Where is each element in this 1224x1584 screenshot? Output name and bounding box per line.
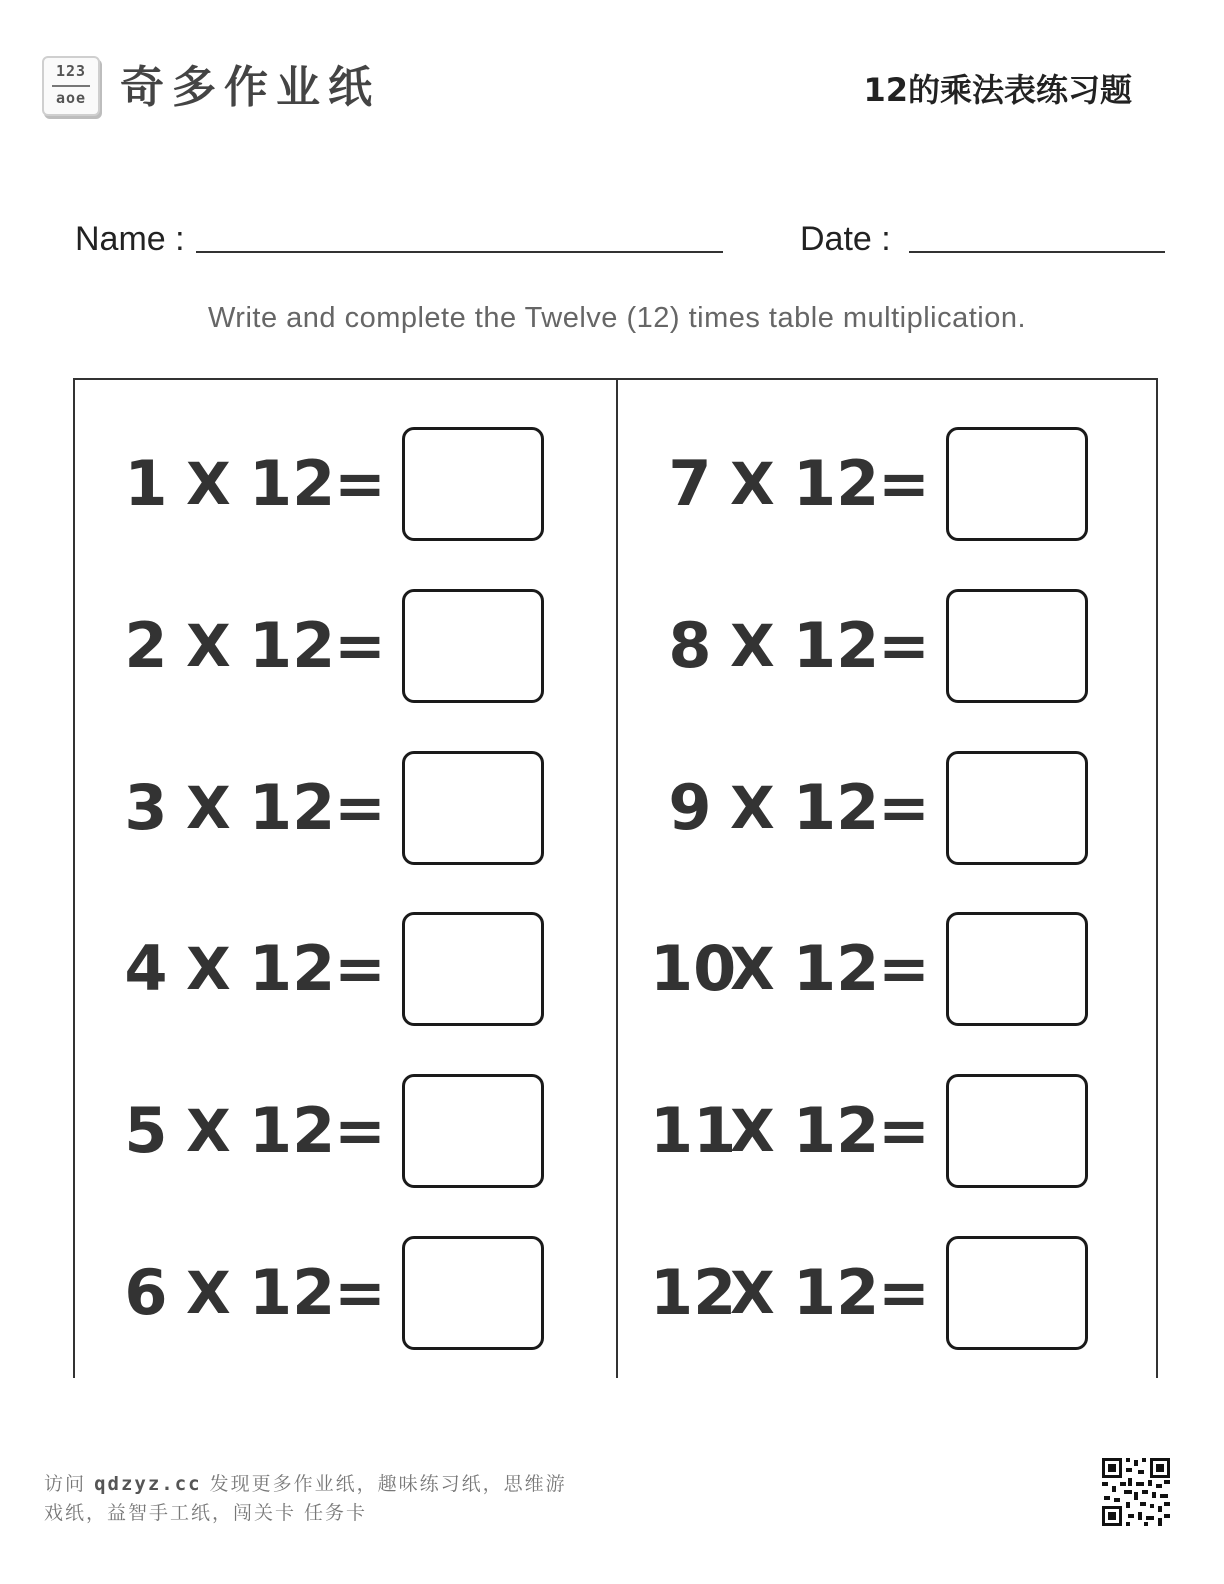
equals-sign: = [334, 447, 386, 520]
instruction-text: Write and complete the Twelve (12) times table multiplication. [207, 302, 1027, 334]
equals-sign: = [878, 771, 930, 844]
date-label: Date : [800, 220, 891, 258]
answer-box[interactable] [946, 589, 1088, 703]
footer-prefix: 访问 [44, 1473, 87, 1495]
footer-line1-rest: 发现更多作业纸，趣味练习纸，思维游 [209, 1473, 567, 1495]
date-field-line[interactable] [909, 251, 1165, 253]
multiplicand: 7 [668, 447, 712, 520]
multiplicand: 8 [668, 609, 712, 682]
times-sign: X [186, 450, 231, 518]
times-sign: X [186, 612, 231, 680]
multiplicand: 9 [668, 771, 712, 844]
answer-box[interactable] [946, 751, 1088, 865]
multiplier: 12 [249, 609, 336, 682]
name-field-line[interactable] [196, 251, 723, 253]
logo-icon [42, 56, 100, 116]
times-sign: X [730, 1259, 775, 1327]
logo-bottom-text: aoe [55, 89, 87, 107]
multiplicand: 2 [124, 609, 168, 682]
multiplicand: 4 [124, 932, 168, 1005]
answer-box[interactable] [402, 589, 544, 703]
multiplier: 12 [793, 1256, 880, 1329]
answer-box[interactable] [402, 912, 544, 1026]
answer-box[interactable] [946, 1074, 1088, 1188]
multiplicand: 5 [124, 1094, 168, 1167]
multiplier: 12 [793, 932, 880, 1005]
equals-sign: = [878, 1094, 930, 1167]
worksheet-title: 12的乘法表练习题 [863, 71, 1132, 109]
multiplier: 12 [793, 771, 880, 844]
multiplier: 12 [249, 932, 336, 1005]
multiplier: 12 [793, 609, 880, 682]
answer-box[interactable] [946, 912, 1088, 1026]
multiplier: 12 [793, 447, 880, 520]
multiplicand: 12 [650, 1256, 737, 1329]
multiplier: 12 [793, 1094, 880, 1167]
times-sign: X [730, 774, 775, 842]
equals-sign: = [334, 932, 386, 1005]
answer-box[interactable] [402, 1236, 544, 1350]
logo-divider [52, 85, 90, 87]
multiplier: 12 [249, 771, 336, 844]
times-sign: X [730, 1097, 775, 1165]
answer-box[interactable] [402, 1074, 544, 1188]
footer-line2: 戏纸，益智手工纸，闯关卡 任务卡 [44, 1502, 368, 1524]
multiplicand: 10 [650, 932, 737, 1005]
equals-sign: = [878, 447, 930, 520]
answer-box[interactable] [946, 427, 1088, 541]
equals-sign: = [334, 1256, 386, 1329]
equals-sign: = [878, 609, 930, 682]
multiplier: 12 [249, 1256, 336, 1329]
multiplicand: 1 [124, 447, 168, 520]
equals-sign: = [334, 771, 386, 844]
times-sign: X [730, 450, 775, 518]
equals-sign: = [878, 1256, 930, 1329]
answer-box[interactable] [946, 1236, 1088, 1350]
footer-site-link[interactable]: qdzyz.cc [94, 1473, 202, 1495]
answer-box[interactable] [402, 427, 544, 541]
times-sign: X [186, 1259, 231, 1327]
brand-name: 奇多作业纸 [120, 62, 380, 113]
column-divider [616, 378, 618, 1378]
equals-sign: = [334, 1094, 386, 1167]
answer-box[interactable] [402, 751, 544, 865]
times-sign: X [730, 935, 775, 1003]
name-label: Name : [75, 220, 185, 258]
qr-code-icon [1100, 1456, 1172, 1528]
footer-text [44, 1470, 604, 1528]
multiplier: 12 [249, 1094, 336, 1167]
multiplier: 12 [249, 447, 336, 520]
equals-sign: = [334, 609, 386, 682]
multiplicand: 11 [650, 1094, 737, 1167]
equals-sign: = [878, 932, 930, 1005]
times-sign: X [730, 612, 775, 680]
times-sign: X [186, 1097, 231, 1165]
times-sign: X [186, 935, 231, 1003]
times-sign: X [186, 774, 231, 842]
multiplicand: 3 [124, 771, 168, 844]
logo-top-text: 123 [55, 62, 87, 80]
multiplicand: 6 [124, 1256, 168, 1329]
